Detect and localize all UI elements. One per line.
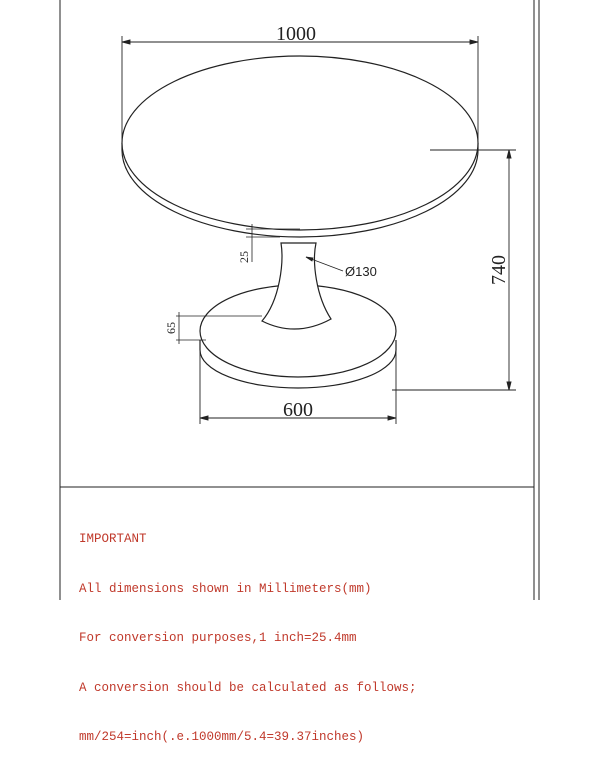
base-width-label: 600	[283, 399, 313, 421]
note-heading: IMPORTANT	[79, 532, 147, 546]
top-width-label: 1000	[276, 23, 316, 45]
stem-diameter-label: Ø130	[345, 264, 377, 279]
note-line: For conversion purposes,1 inch=25.4mm	[79, 631, 357, 645]
base-height-label: 65	[164, 322, 178, 334]
height-label: 740	[488, 255, 510, 285]
table-top	[122, 56, 478, 237]
note-line: mm/254=inch(.e.1000mm/5.4=39.37inches)	[79, 730, 365, 744]
note-line: A conversion should be calculated as follows;	[79, 680, 417, 695]
note-line: All dimensions shown in Millimeters(mm)	[79, 581, 372, 596]
top-thickness-label: 25	[237, 251, 251, 263]
important-note	[79, 498, 549, 762]
